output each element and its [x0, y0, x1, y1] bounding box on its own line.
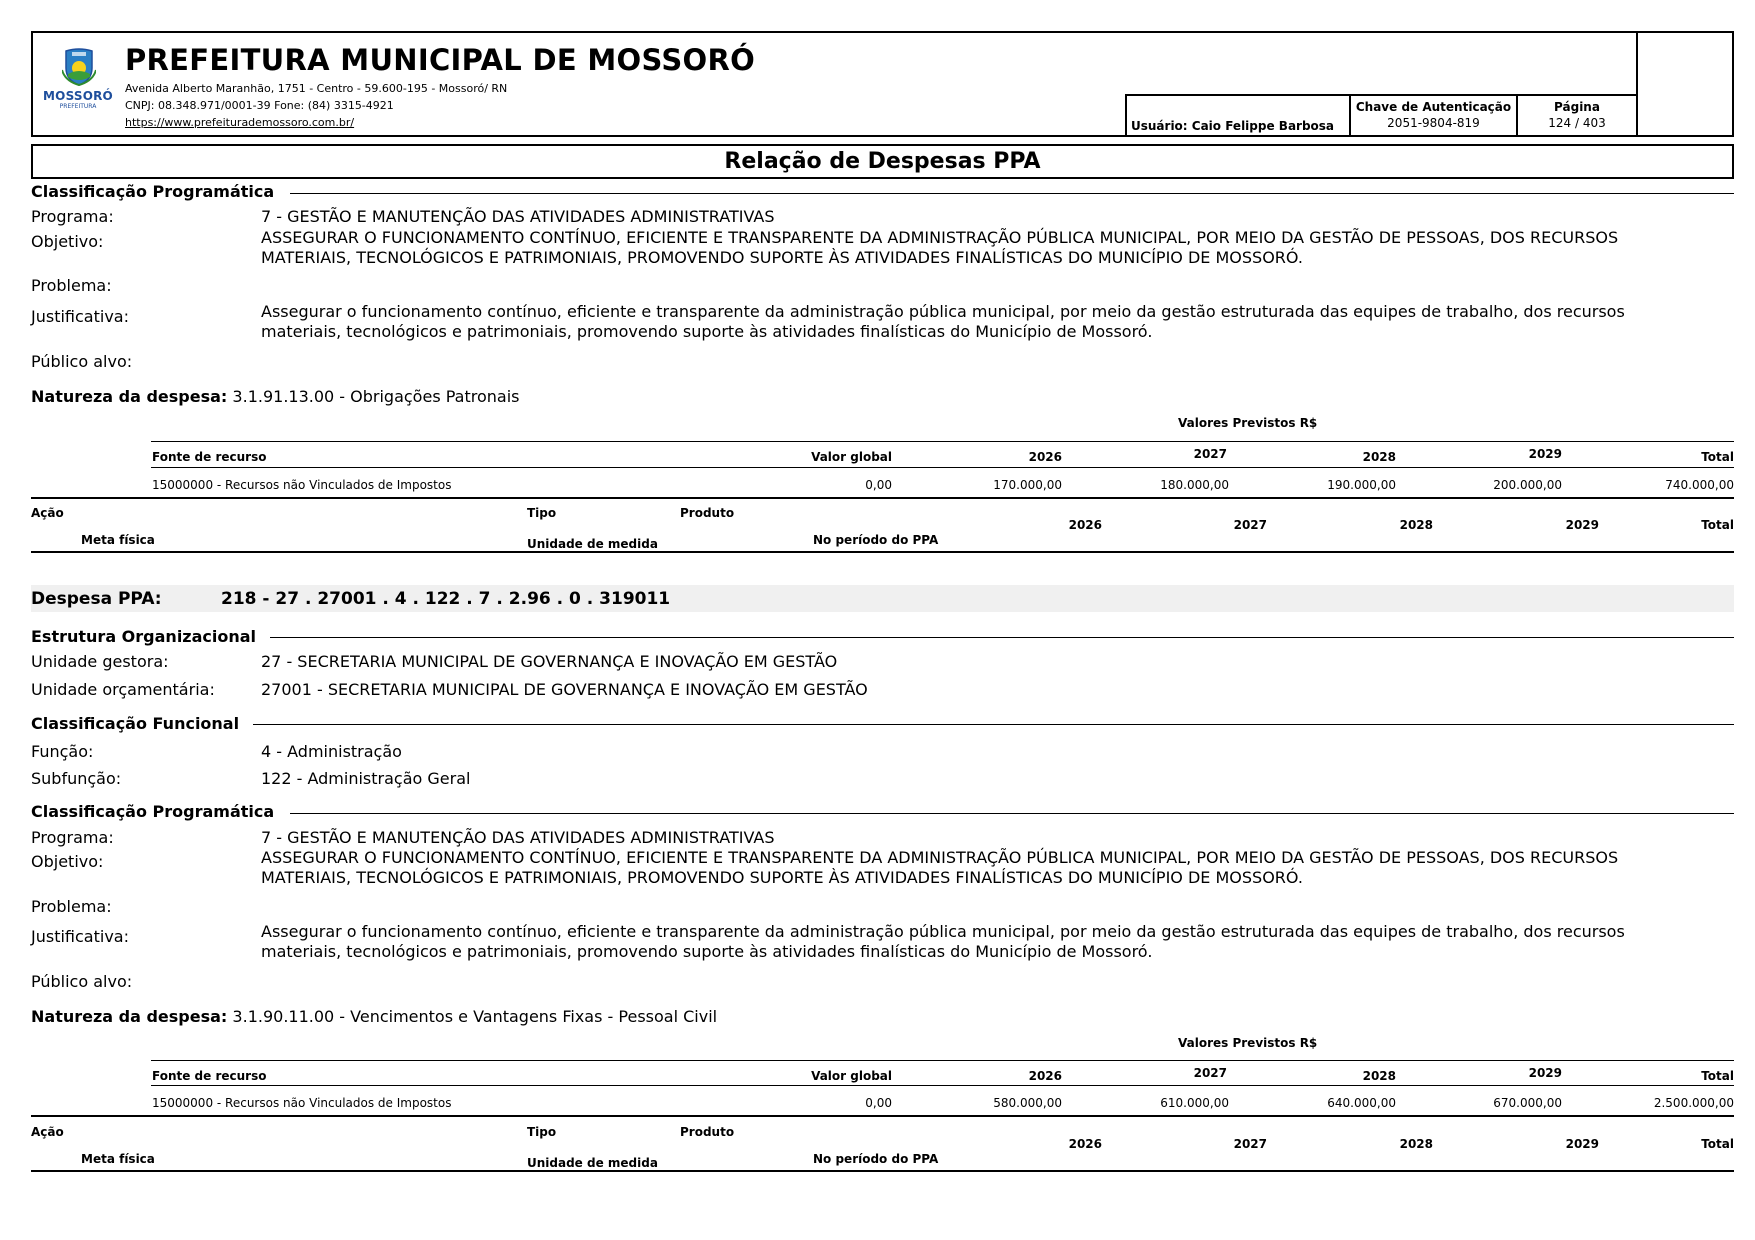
report-title: Relação de Despesas PPA: [31, 144, 1734, 179]
header-empty-cell: [1636, 31, 1734, 137]
page-label: Página: [1554, 100, 1600, 114]
publico-alvo-label: Público alvo:: [31, 972, 133, 991]
section-rule: [250, 724, 1734, 725]
valores-previstos-title: Valores Previstos R$: [1178, 1036, 1318, 1050]
col-unidade-medida: Unidade de medida: [527, 1156, 658, 1170]
org-cnpj-phone: CNPJ: 08.348.971/0001-39 Fone: (84) 3315-4921: [125, 99, 394, 112]
table-rule-thick: [31, 551, 1734, 553]
page-cell: [1518, 96, 1636, 137]
section-heading-classificacao-programatica: Classificação Programática: [31, 802, 288, 821]
justificativa-label: Justificativa:: [31, 927, 129, 946]
col-meta-total: Total: [1701, 518, 1734, 532]
row-2028: 640.000,00: [1327, 1096, 1396, 1110]
row-2029: 200.000,00: [1493, 478, 1562, 492]
funcao-label: Função:: [31, 742, 94, 761]
page-number: 124 / 403: [1548, 116, 1606, 130]
col-unidade-medida: Unidade de medida: [527, 537, 658, 551]
org-name: PREFEITURA MUNICIPAL DE MOSSORÓ: [125, 43, 756, 77]
col-meta-fisica: Meta física: [81, 1152, 155, 1166]
org-website-link[interactable]: https://www.prefeiturademossoro.com.br/: [125, 116, 355, 129]
row-valor-global: 0,00: [865, 1096, 892, 1110]
col-meta-2027: 2027: [1233, 518, 1267, 532]
col-valor-global: Valor global: [811, 450, 892, 464]
auth-key-value: 2051-9804-819: [1387, 116, 1480, 130]
natureza-value: 3.1.90.11.00 - Vencimentos e Vantagens Fixas - Pessoal Civil: [232, 1007, 718, 1026]
col-meta-2027: 2027: [1233, 1137, 1267, 1151]
section-heading-estrutura-organizacional: Estrutura Organizacional: [31, 627, 270, 646]
col-no-periodo: No período do PPA: [813, 533, 939, 547]
col-meta-fisica: Meta física: [81, 533, 155, 547]
col-total: Total: [1701, 1069, 1734, 1083]
col-2029: 2029: [1528, 1066, 1562, 1080]
programa-value: 7 - GESTÃO E MANUTENÇÃO DAS ATIVIDADES ADMINISTRATIVAS: [261, 828, 775, 847]
col-no-periodo: No período do PPA: [813, 1152, 939, 1166]
table-rule: [151, 441, 1734, 442]
col-2028: 2028: [1362, 450, 1396, 464]
user-label: Usuário: Caio Felippe Barbosa: [1127, 96, 1351, 137]
natureza-value: 3.1.91.13.00 - Obrigações Patronais: [232, 387, 520, 406]
objetivo-value: ASSEGURAR O FUNCIONAMENTO CONTÍNUO, EFICIENTE E TRANSPARENTE DA ADMINISTRAÇÃO PÚBLICA MUNICIPAL, POR MEIO DA GESTÃO DE PESSOAS, DOS RECURSOS MATERIAIS, TECNOLÓGICOS E PATRIMONIAIS, PROMOVENDO SUPORTE ÀS ATIVIDADES FINALÍSTICAS DO MUNICÍPIO DE MOSSORÓ.: [261, 848, 1619, 887]
objetivo-value: ASSEGURAR O FUNCIONAMENTO CONTÍNUO, EFICIENTE E TRANSPARENTE DA ADMINISTRAÇÃO PÚBLICA MUNICIPAL, POR MEIO DA GESTÃO DE PESSOAS, DOS RECURSOS MATERIAIS, TECNOLÓGICOS E PATRIMONIAIS, PROMOVENDO SUPORTE ÀS ATIVIDADES FINALÍSTICAS DO MUNICÍPIO DE MOSSORÓ.: [261, 228, 1619, 267]
table-rule: [151, 1085, 1734, 1086]
col-2029: 2029: [1528, 447, 1562, 461]
table-rule-thick: [31, 497, 1734, 499]
col-fonte-recurso: Fonte de recurso: [152, 1069, 267, 1083]
logo-text: MOSSORÓ: [43, 89, 113, 103]
section-rule: [290, 813, 1734, 814]
col-2027: 2027: [1193, 1066, 1227, 1080]
funcao-value: 4 - Administração: [261, 742, 402, 761]
subfuncao-value: 122 - Administração Geral: [261, 769, 471, 788]
col-acao: Ação: [31, 506, 64, 520]
mossoro-logo: [40, 48, 116, 114]
subfuncao-label: Subfunção:: [31, 769, 122, 788]
section-rule: [265, 637, 1734, 638]
justificativa-value: Assegurar o funcionamento contínuo, eficiente e transparente da administração pública municipal, por meio da gestão estruturada das equipes de trabalho, dos recursos materiais, tecnológicos e patrimoniais, promovendo suporte às atividades finalísticas do Município de Mossoró.: [261, 922, 1625, 961]
objetivo-label: Objetivo:: [31, 232, 104, 251]
col-meta-total: Total: [1701, 1137, 1734, 1151]
despesa-ppa-code: 218 - 27 . 27001 . 4 . 122 . 7 . 2.96 . 0 . 319011: [221, 589, 671, 609]
col-fonte-recurso: Fonte de recurso: [152, 450, 267, 464]
col-meta-2026: 2026: [1068, 1137, 1102, 1151]
col-2026: 2026: [1028, 1069, 1062, 1083]
org-address: Avenida Alberto Maranhão, 1751 - Centro - 59.600-195 - Mossoró/ RN: [125, 82, 508, 95]
row-2027: 610.000,00: [1160, 1096, 1229, 1110]
col-total: Total: [1701, 450, 1734, 464]
table-rule: [151, 467, 1734, 468]
valores-previstos-title: Valores Previstos R$: [1178, 416, 1318, 430]
col-2028: 2028: [1362, 1069, 1396, 1083]
col-tipo: Tipo: [527, 506, 557, 520]
col-acao: Ação: [31, 1125, 64, 1139]
row-2029: 670.000,00: [1493, 1096, 1562, 1110]
col-tipo: Tipo: [527, 1125, 557, 1139]
natureza-label: Natureza da despesa:: [31, 387, 228, 406]
row-2028: 190.000,00: [1327, 478, 1396, 492]
problema-label: Problema:: [31, 897, 112, 916]
row-2027: 180.000,00: [1160, 478, 1229, 492]
justificativa-label: Justificativa:: [31, 307, 129, 326]
unidade-gestora-value: 27 - SECRETARIA MUNICIPAL DE GOVERNANÇA E INOVAÇÃO EM GESTÃO: [261, 652, 838, 671]
section-heading-classificacao-programatica: Classificação Programática: [31, 182, 288, 201]
section-rule: [290, 193, 1734, 194]
col-produto: Produto: [680, 1125, 735, 1139]
row-2026: 170.000,00: [993, 478, 1062, 492]
auth-key-label: Chave de Autenticação: [1355, 100, 1512, 114]
auth-key-cell: [1351, 96, 1518, 137]
col-2026: 2026: [1028, 450, 1062, 464]
objetivo-label: Objetivo:: [31, 852, 104, 871]
col-valor-global: Valor global: [811, 1069, 892, 1083]
unidade-gestora-label: Unidade gestora:: [31, 652, 169, 671]
coat-of-arms-icon: [62, 48, 96, 86]
natureza-despesa: [31, 387, 519, 406]
table-rule-thick: [31, 1115, 1734, 1117]
logo-subtext: PREFEITURA: [59, 103, 97, 110]
col-2027: 2027: [1193, 447, 1227, 461]
row-total: 2.500.000,00: [1653, 1096, 1734, 1110]
publico-alvo-label: Público alvo:: [31, 352, 133, 371]
table-rule: [151, 1060, 1734, 1061]
col-meta-2028: 2028: [1399, 518, 1433, 532]
programa-label: Programa:: [31, 828, 114, 847]
header-info-row: [1125, 94, 1636, 137]
unidade-orcamentaria-label: Unidade orçamentária:: [31, 680, 215, 699]
col-meta-2029: 2029: [1565, 1137, 1599, 1151]
programa-label: Programa:: [31, 207, 114, 226]
row-total: 740.000,00: [1665, 478, 1734, 492]
col-meta-2029: 2029: [1565, 518, 1599, 532]
col-meta-2026: 2026: [1068, 518, 1102, 532]
natureza-label: Natureza da despesa:: [31, 1007, 228, 1026]
programa-value: 7 - GESTÃO E MANUTENÇÃO DAS ATIVIDADES ADMINISTRATIVAS: [261, 207, 775, 226]
row-valor-global: 0,00: [865, 478, 892, 492]
col-produto: Produto: [680, 506, 735, 520]
table-rule-thick: [31, 1170, 1734, 1172]
col-meta-2028: 2028: [1399, 1137, 1433, 1151]
natureza-despesa: [31, 1007, 717, 1026]
despesa-ppa-label: Despesa PPA:: [31, 589, 162, 609]
problema-label: Problema:: [31, 276, 112, 295]
unidade-orcamentaria-value: 27001 - SECRETARIA MUNICIPAL DE GOVERNANÇA E INOVAÇÃO EM GESTÃO: [261, 680, 868, 699]
section-heading-classificacao-funcional: Classificação Funcional: [31, 714, 253, 733]
justificativa-value: Assegurar o funcionamento contínuo, eficiente e transparente da administração pública municipal, por meio da gestão estruturada das equipes de trabalho, dos recursos materiais, tecnológicos e patrimoniais, promovendo suporte às atividades finalísticas do Município de Mossoró.: [261, 302, 1625, 341]
row-fonte: 15000000 - Recursos não Vinculados de Impostos: [152, 1096, 452, 1110]
row-2026: 580.000,00: [993, 1096, 1062, 1110]
row-fonte: 15000000 - Recursos não Vinculados de Impostos: [152, 478, 452, 492]
